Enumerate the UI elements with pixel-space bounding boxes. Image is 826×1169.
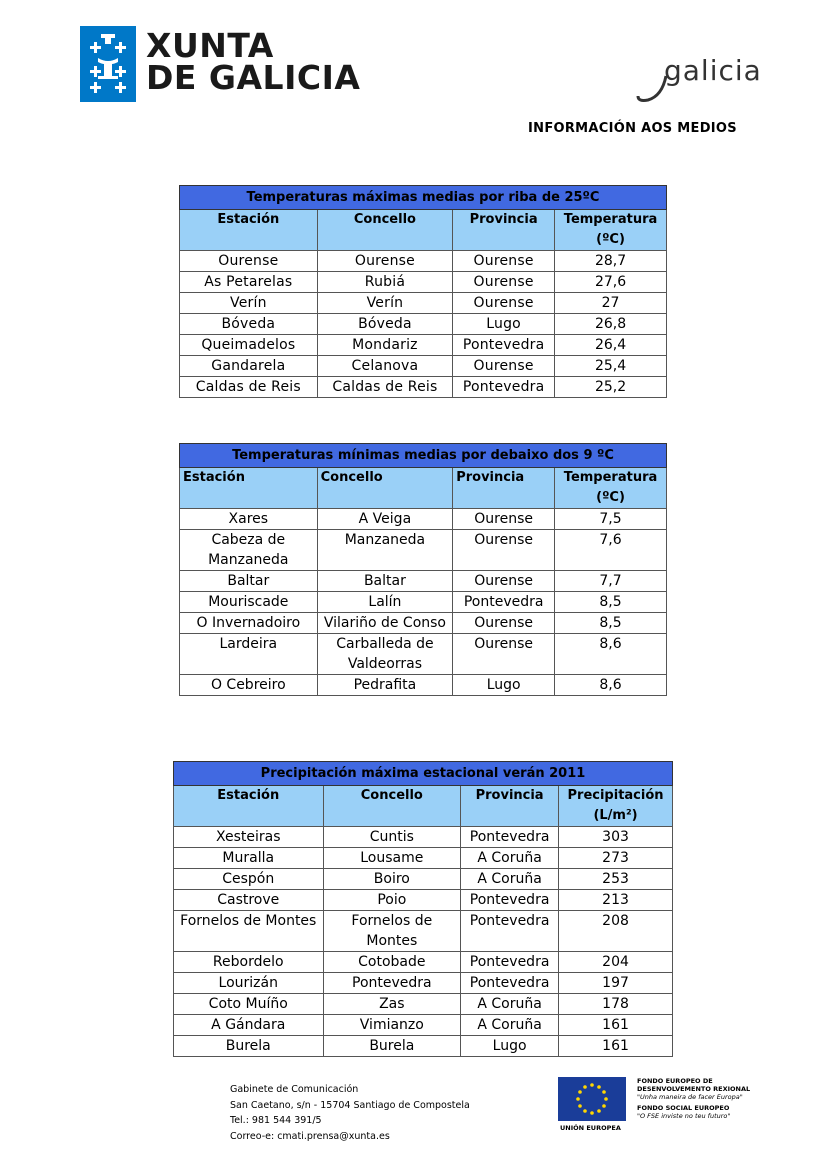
value-cell: 253: [559, 869, 673, 890]
footer-line: Gabinete de Comunicación: [230, 1084, 359, 1095]
value-cell: 27,6: [555, 272, 667, 293]
station-cell: Burela: [174, 1036, 324, 1057]
table-row: [180, 335, 667, 356]
contact-footer: [230, 1082, 470, 1144]
province-cell: Lugo: [453, 675, 555, 696]
table-header-row: [180, 468, 667, 509]
column-header: Concello: [317, 468, 453, 509]
table-row: [174, 952, 673, 973]
province-cell: Ourense: [453, 272, 555, 293]
province-cell: Pontevedra: [461, 973, 559, 994]
value-cell: 8,5: [555, 613, 667, 634]
station-cell: Coto Muíño: [174, 994, 324, 1015]
table-row: [180, 377, 667, 398]
value-cell: 27: [555, 293, 667, 314]
station-cell: Verín: [180, 293, 318, 314]
province-cell: Ourense: [453, 634, 555, 675]
max-temperature-table: [179, 185, 667, 398]
province-cell: Pontevedra: [453, 592, 555, 613]
province-cell: Pontevedra: [453, 377, 555, 398]
table-row: [180, 530, 667, 571]
station-cell: Bóveda: [180, 314, 318, 335]
province-cell: A Coruña: [461, 848, 559, 869]
station-cell: Xesteiras: [174, 827, 324, 848]
value-cell: 25,2: [555, 377, 667, 398]
municipality-cell: A Veiga: [317, 509, 453, 530]
value-cell: 273: [559, 848, 673, 869]
value-cell: 161: [559, 1036, 673, 1057]
station-cell: Cespón: [174, 869, 324, 890]
table-caption-row: [180, 444, 667, 468]
eu-funds-text: [637, 1077, 750, 1120]
column-header: Estación: [174, 786, 324, 827]
value-cell: 208: [559, 911, 673, 952]
min-temperature-table: [179, 443, 667, 696]
table-row: [180, 675, 667, 696]
column-header: Temperatura (ºC): [555, 468, 667, 509]
table-row: [174, 869, 673, 890]
municipality-cell: Manzaneda: [317, 530, 453, 571]
province-cell: Ourense: [453, 251, 555, 272]
station-cell: Ourense: [180, 251, 318, 272]
station-cell: Rebordelo: [174, 952, 324, 973]
org-line-2: DE GALICIA: [146, 58, 361, 97]
table-row: [174, 848, 673, 869]
value-cell: 7,5: [555, 509, 667, 530]
column-header: Estación: [180, 210, 318, 251]
station-cell: As Petarelas: [180, 272, 318, 293]
municipality-cell: Ourense: [317, 251, 452, 272]
municipality-cell: Vilariño de Conso: [317, 613, 453, 634]
station-cell: O Cebreiro: [180, 675, 318, 696]
table-row: [180, 272, 667, 293]
value-cell: 26,4: [555, 335, 667, 356]
value-cell: 25,4: [555, 356, 667, 377]
footer-email: Correo-e: cmati.prensa@xunta.es: [230, 1130, 390, 1142]
eu-funds-line: "O FSE inviste no teu futuro": [637, 1112, 731, 1120]
municipality-cell: Verín: [317, 293, 452, 314]
value-cell: 197: [559, 973, 673, 994]
column-header: Concello: [317, 210, 452, 251]
value-cell: 8,6: [555, 634, 667, 675]
value-cell: 213: [559, 890, 673, 911]
eu-funds-line: "Unha maneira de facer Europa": [637, 1093, 743, 1101]
municipality-cell: Celanova: [317, 356, 452, 377]
table-caption: Temperaturas máximas medias por riba de 25ºC: [180, 186, 667, 210]
table-caption: Precipitación máxima estacional verán 2011: [174, 762, 673, 786]
municipality-cell: Boiro: [323, 869, 461, 890]
province-cell: A Coruña: [461, 869, 559, 890]
table-caption-row: [174, 762, 673, 786]
table-header-row: [174, 786, 673, 827]
station-cell: Gandarela: [180, 356, 318, 377]
municipality-cell: Pedrafita: [317, 675, 453, 696]
municipality-cell: Vimianzo: [323, 1015, 461, 1036]
table-row: [174, 1036, 673, 1057]
station-cell: Lourizán: [174, 973, 324, 994]
section-title: INFORMACIÓN AOS MEDIOS: [528, 121, 737, 136]
eu-funds-line: DESENVOLVEMENTO REXIONAL: [637, 1085, 751, 1093]
table-caption-row: [180, 186, 667, 210]
value-cell: 204: [559, 952, 673, 973]
table-row: [174, 1015, 673, 1036]
municipality-cell: Lalín: [317, 592, 453, 613]
station-cell: Baltar: [180, 571, 318, 592]
province-cell: Pontevedra: [461, 952, 559, 973]
org-line-1: XUNTA: [146, 26, 274, 65]
value-cell: 161: [559, 1015, 673, 1036]
table-row: [174, 890, 673, 911]
galicia-brand: galicia: [664, 54, 762, 87]
column-header: Provincia: [453, 468, 555, 509]
column-header: Concello: [323, 786, 461, 827]
station-cell: Lardeira: [180, 634, 318, 675]
column-header: Estación: [180, 468, 318, 509]
table-row: [174, 994, 673, 1015]
footer-line: Tel.: 981 544 391/5: [230, 1115, 322, 1126]
station-cell: Queimadelos: [180, 335, 318, 356]
station-cell: Cabeza de Manzaneda: [180, 530, 318, 571]
table-row: [174, 827, 673, 848]
table-row: [180, 634, 667, 675]
province-cell: Lugo: [461, 1036, 559, 1057]
province-cell: Pontevedra: [461, 890, 559, 911]
station-cell: Mouriscade: [180, 592, 318, 613]
municipality-cell: Baltar: [317, 571, 453, 592]
station-cell: Caldas de Reis: [180, 377, 318, 398]
station-cell: A Gándara: [174, 1015, 324, 1036]
table-row: [174, 911, 673, 952]
column-header: Precipitación (L/m²): [559, 786, 673, 827]
municipality-cell: Bóveda: [317, 314, 452, 335]
table-row: [180, 592, 667, 613]
precipitation-table: [173, 761, 673, 1057]
xunta-title: [146, 26, 361, 97]
table-header-row: [180, 210, 667, 251]
table-row: [180, 293, 667, 314]
eu-funds-line: FONDO SOCIAL EUROPEO: [637, 1104, 730, 1112]
municipality-cell: Caldas de Reis: [317, 377, 452, 398]
footer-line: San Caetano, s/n - 15704 Santiago de Compostela: [230, 1099, 470, 1111]
value-cell: 7,7: [555, 571, 667, 592]
value-cell: 28,7: [555, 251, 667, 272]
province-cell: Pontevedra: [461, 911, 559, 952]
table-caption: Temperaturas mínimas medias por debaixo dos 9 ºC: [180, 444, 667, 468]
municipality-cell: Cotobade: [323, 952, 461, 973]
xunta-logo: [80, 26, 136, 102]
municipality-cell: Rubiá: [317, 272, 452, 293]
table-row: [174, 973, 673, 994]
value-cell: 303: [559, 827, 673, 848]
province-cell: Ourense: [453, 571, 555, 592]
station-cell: Castrove: [174, 890, 324, 911]
eu-funds-line: FONDO EUROPEO DE: [637, 1077, 713, 1085]
municipality-cell: Zas: [323, 994, 461, 1015]
municipality-cell: Fornelos de Montes: [323, 911, 461, 952]
eu-flag-icon: [558, 1077, 626, 1121]
municipality-cell: Carballeda de Valdeorras: [317, 634, 453, 675]
municipality-cell: Lousame: [323, 848, 461, 869]
municipality-cell: Poio: [323, 890, 461, 911]
province-cell: A Coruña: [461, 1015, 559, 1036]
province-cell: A Coruña: [461, 994, 559, 1015]
value-cell: 8,6: [555, 675, 667, 696]
province-cell: Pontevedra: [461, 827, 559, 848]
table-row: [180, 509, 667, 530]
province-cell: Lugo: [453, 314, 555, 335]
province-cell: Ourense: [453, 530, 555, 571]
table-row: [180, 356, 667, 377]
municipality-cell: Mondariz: [317, 335, 452, 356]
eu-stars-icon: [558, 1077, 626, 1121]
xunta-shield-icon: [80, 26, 136, 102]
province-cell: Pontevedra: [453, 335, 555, 356]
province-cell: Ourense: [453, 356, 555, 377]
province-cell: Ourense: [453, 293, 555, 314]
station-cell: O Invernadoiro: [180, 613, 318, 634]
table-row: [180, 571, 667, 592]
municipality-cell: Pontevedra: [323, 973, 461, 994]
province-cell: Ourense: [453, 509, 555, 530]
province-cell: Ourense: [453, 613, 555, 634]
municipality-cell: Burela: [323, 1036, 461, 1057]
column-header: Temperatura (ºC): [555, 210, 667, 251]
eu-label: UNIÓN EUROPEA: [560, 1124, 621, 1132]
column-header: Provincia: [453, 210, 555, 251]
value-cell: 26,8: [555, 314, 667, 335]
table-row: [180, 251, 667, 272]
column-header: Provincia: [461, 786, 559, 827]
table-row: [180, 314, 667, 335]
municipality-cell: Cuntis: [323, 827, 461, 848]
station-cell: Xares: [180, 509, 318, 530]
value-cell: 7,6: [555, 530, 667, 571]
table-row: [180, 613, 667, 634]
value-cell: 8,5: [555, 592, 667, 613]
value-cell: 178: [559, 994, 673, 1015]
station-cell: Muralla: [174, 848, 324, 869]
station-cell: Fornelos de Montes: [174, 911, 324, 952]
